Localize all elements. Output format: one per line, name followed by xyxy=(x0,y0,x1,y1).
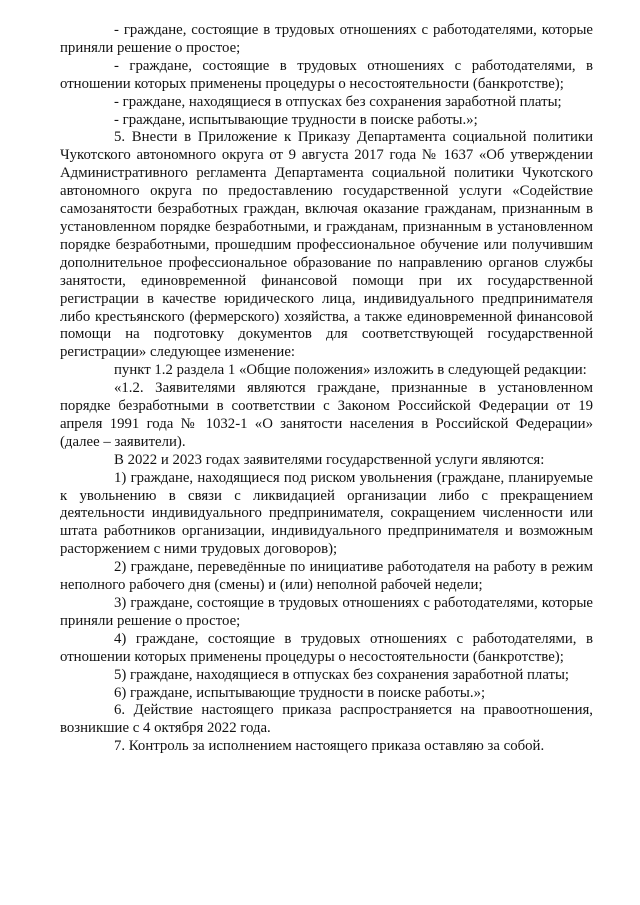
paragraph-dash-simple: - граждане, состоящие в трудовых отношениях с работодателями, которые приняли решение о простое; xyxy=(60,22,593,56)
paragraph-dash-unpaid-leave: - граждане, находящиеся в отпусках без сохранения заработной платы; xyxy=(114,93,562,110)
document-page xyxy=(60,22,593,756)
paragraph-2022-2023-applicants: В 2022 и 2023 годах заявителями государственной услуги являются: xyxy=(114,451,545,468)
list-item-5: 5) граждане, находящиеся в отпусках без сохранения заработной платы; xyxy=(114,666,570,683)
paragraph-dash-job-search: - граждане, испытывающие трудности в поиске работы.»; xyxy=(114,111,478,128)
list-item-3: 3) граждане, состоящие в трудовых отношениях с работодателями, которые приняли решение о простое; xyxy=(60,595,593,629)
list-item-2: 2) граждане, переведённые по инициативе работодателя на работу в режим неполного рабочего дня (смены) и (или) неполной рабочей недели; xyxy=(60,559,593,594)
list-item-1: 1) граждане, находящиеся под риском увольнения (граждане, планируемые к увольнению в связи с ликвидацией организации либо с прекращением деятельности индивидуального предпринимателя, сокращением численности или штата работников организации, индивидуального предпринимателя и возможным расторжением с ними трудовых договоров); xyxy=(60,469,593,558)
paragraph-item-7: 7. Контроль за исполнением настоящего приказа оставляю за собой. xyxy=(114,738,545,755)
paragraph-item-6: 6. Действие настоящего приказа распространяется на правоотношения, возникшие с 4 октября 2022 года. xyxy=(60,702,593,737)
paragraph-clause-1-2: «1.2. Заявителями являются граждане, признанные в установленном порядке безработными в соответствии с Законом Российской Федерации от 19 апреля 1991 года № 1032-1 «О занятости населения в Российской Федерации» (далее – заявители). xyxy=(60,380,593,450)
list-item-4: 4) граждане, состоящие в трудовых отношениях с работодателями, в отношении которых применены процедуры о несостоятельности (банкротстве); xyxy=(60,630,593,665)
list-item-6: 6) граждане, испытывающие трудности в поиске работы.»; xyxy=(114,684,486,701)
paragraph-dash-bankruptcy: - граждане, состоящие в трудовых отношениях с работодателями, в отношении которых применены процедуры о несостоятельности (банкротстве); xyxy=(60,57,593,92)
paragraph-clause-1-2-intro: пункт 1.2 раздела 1 «Общие положения» изложить в следующей редакции: xyxy=(114,362,587,379)
paragraph-item-5: 5. Внести в Приложение к Приказу Департамента социальной политики Чукотского автономного округа от 9 августа 2017 года № 1637 «Об утверждении Административного регламента Департамента социальной политики Чукотского автономного округа по предоставлению государственной услуги «Содействие самозанятости безработных граждан, включая оказание гражданам, признанным в установленном порядке безработными, и гражданам, признанным в установленном порядке безработными, прошедшим профессиональное обучение или получившим дополнительное профессиональное образование по направлению органов службы занятости, единовременной финансовой помощи при их государственной регистрации в качестве юридического лица, индивидуального предпринимателя либо крестьянского (фермерского) хозяйства, а также единовременной финансовой помощи на подготовку документов для соответствующей государственной регистрации» следующее изменение: xyxy=(60,129,593,361)
